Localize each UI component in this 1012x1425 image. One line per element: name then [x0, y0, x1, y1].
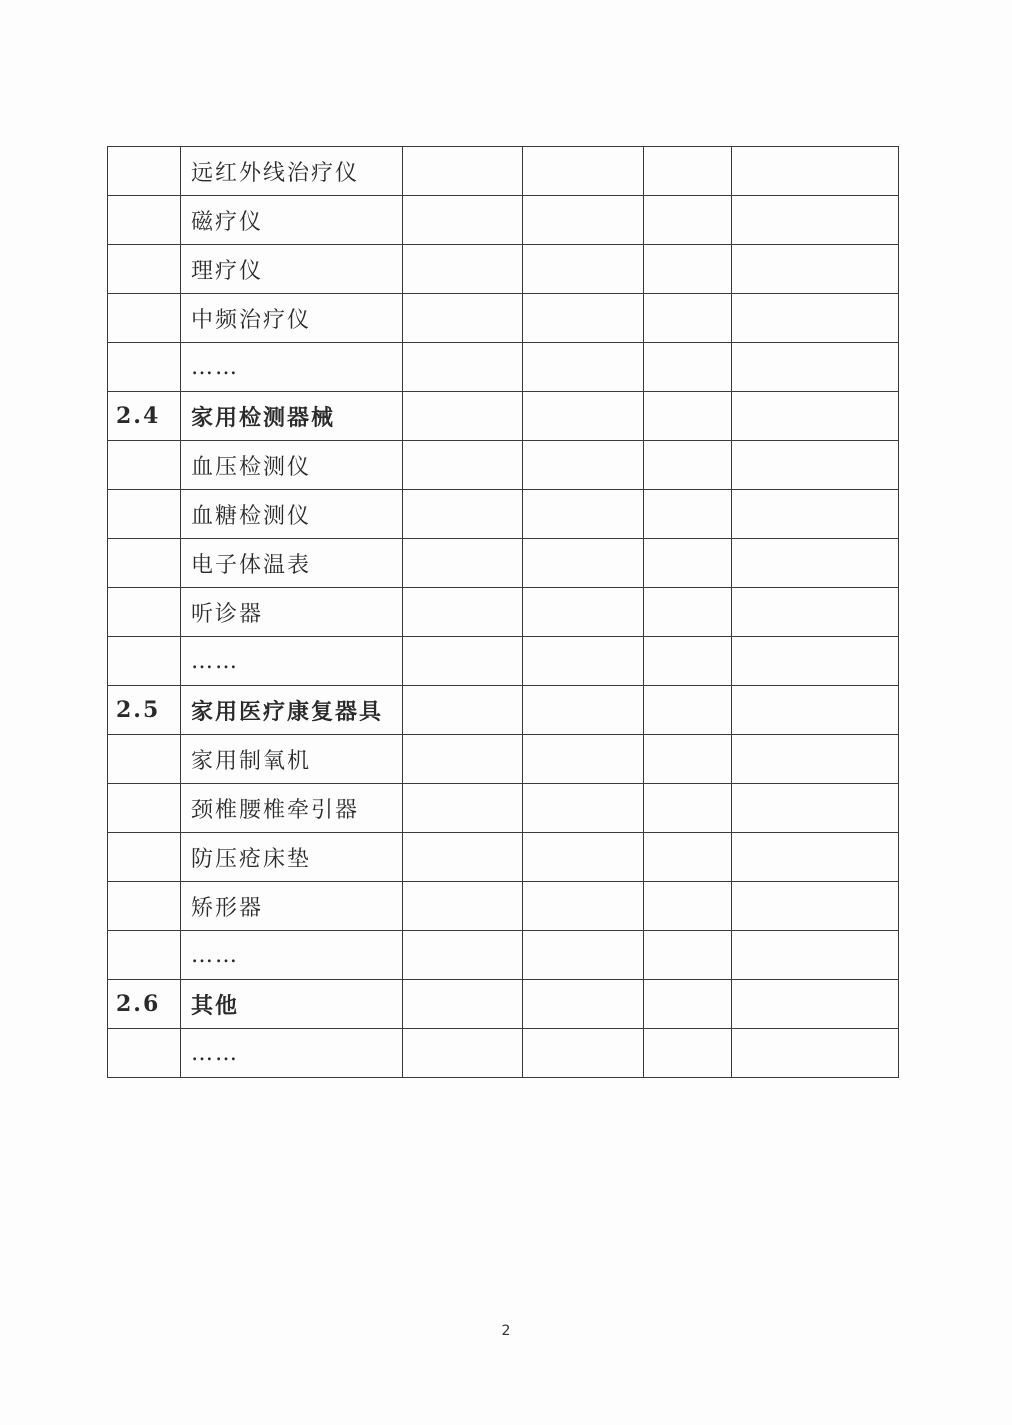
empty-cell — [732, 588, 899, 637]
item-name-cell: 磁疗仪 — [181, 196, 403, 245]
empty-cell — [403, 343, 523, 392]
section-row — [108, 980, 899, 1029]
empty-cell — [523, 686, 644, 735]
table-row — [108, 784, 899, 833]
empty-cell — [644, 931, 732, 980]
table-body — [108, 147, 899, 1078]
empty-cell — [732, 637, 899, 686]
empty-cell — [403, 931, 523, 980]
item-number-cell — [108, 784, 181, 833]
table-row — [108, 147, 899, 196]
empty-cell — [732, 980, 899, 1029]
empty-cell — [732, 196, 899, 245]
item-name-cell: 颈椎腰椎牵引器 — [181, 784, 403, 833]
empty-cell — [523, 539, 644, 588]
empty-cell — [403, 294, 523, 343]
item-name-cell: 中频治疗仪 — [181, 294, 403, 343]
empty-cell — [732, 539, 899, 588]
empty-cell — [732, 833, 899, 882]
empty-cell — [403, 196, 523, 245]
item-name-cell: 矫形器 — [181, 882, 403, 931]
item-name-cell: 血压检测仪 — [181, 441, 403, 490]
empty-cell — [732, 343, 899, 392]
empty-cell — [523, 1029, 644, 1078]
item-number-cell: 2.6 — [108, 980, 181, 1029]
table-row — [108, 735, 899, 784]
empty-cell — [644, 637, 732, 686]
empty-cell — [403, 539, 523, 588]
empty-cell — [644, 833, 732, 882]
item-number-cell — [108, 931, 181, 980]
item-number-cell — [108, 441, 181, 490]
empty-cell — [732, 882, 899, 931]
empty-cell — [644, 392, 732, 441]
empty-cell — [732, 1029, 899, 1078]
empty-cell — [403, 392, 523, 441]
empty-cell — [403, 637, 523, 686]
section-title-cell: 家用医疗康复器具 — [181, 686, 403, 735]
table-row — [108, 931, 899, 980]
empty-cell — [403, 490, 523, 539]
empty-cell — [523, 784, 644, 833]
section-row — [108, 392, 899, 441]
item-table — [107, 146, 899, 1078]
empty-cell — [644, 343, 732, 392]
table-row — [108, 1029, 899, 1078]
item-number-cell — [108, 294, 181, 343]
empty-cell — [732, 931, 899, 980]
table-row — [108, 343, 899, 392]
empty-cell — [523, 441, 644, 490]
empty-cell — [403, 686, 523, 735]
table-row — [108, 539, 899, 588]
empty-cell — [523, 882, 644, 931]
empty-cell — [403, 980, 523, 1029]
empty-cell — [732, 686, 899, 735]
item-number-cell — [108, 1029, 181, 1078]
section-title-cell: 其他 — [181, 980, 403, 1029]
empty-cell — [732, 735, 899, 784]
empty-cell — [644, 147, 732, 196]
empty-cell — [523, 196, 644, 245]
item-number-cell — [108, 833, 181, 882]
section-title-cell: 家用检测器械 — [181, 392, 403, 441]
item-name-cell: 听诊器 — [181, 588, 403, 637]
empty-cell — [523, 931, 644, 980]
item-name-cell: 血糖检测仪 — [181, 490, 403, 539]
empty-cell — [523, 245, 644, 294]
empty-cell — [403, 882, 523, 931]
empty-cell — [523, 735, 644, 784]
table-row — [108, 245, 899, 294]
item-name-cell: …… — [181, 637, 403, 686]
empty-cell — [523, 294, 644, 343]
empty-cell — [523, 637, 644, 686]
empty-cell — [644, 1029, 732, 1078]
empty-cell — [732, 490, 899, 539]
table-row — [108, 637, 899, 686]
empty-cell — [403, 1029, 523, 1078]
item-number-cell — [108, 343, 181, 392]
empty-cell — [732, 392, 899, 441]
item-number-cell — [108, 637, 181, 686]
empty-cell — [523, 490, 644, 539]
item-number-cell — [108, 147, 181, 196]
table-row — [108, 490, 899, 539]
item-number-cell — [108, 490, 181, 539]
empty-cell — [644, 196, 732, 245]
item-number-cell — [108, 588, 181, 637]
empty-cell — [732, 784, 899, 833]
empty-cell — [644, 588, 732, 637]
empty-cell — [403, 245, 523, 294]
table-row — [108, 882, 899, 931]
item-name-cell: 理疗仪 — [181, 245, 403, 294]
empty-cell — [644, 882, 732, 931]
item-number-cell: 2.4 — [108, 392, 181, 441]
item-name-cell: 电子体温表 — [181, 539, 403, 588]
empty-cell — [523, 833, 644, 882]
item-name-cell: 家用制氧机 — [181, 735, 403, 784]
item-number-cell — [108, 196, 181, 245]
table-row — [108, 441, 899, 490]
page-number: 2 — [501, 1323, 511, 1339]
empty-cell — [644, 686, 732, 735]
empty-cell — [403, 147, 523, 196]
item-number-cell — [108, 882, 181, 931]
empty-cell — [732, 441, 899, 490]
empty-cell — [732, 147, 899, 196]
empty-cell — [403, 784, 523, 833]
empty-cell — [732, 245, 899, 294]
table-row — [108, 196, 899, 245]
empty-cell — [644, 294, 732, 343]
item-name-cell: …… — [181, 343, 403, 392]
empty-cell — [523, 980, 644, 1029]
item-name-cell: …… — [181, 931, 403, 980]
item-number-cell — [108, 735, 181, 784]
empty-cell — [403, 441, 523, 490]
empty-cell — [523, 147, 644, 196]
empty-cell — [644, 441, 732, 490]
item-name-cell: 防压疮床垫 — [181, 833, 403, 882]
table-row — [108, 588, 899, 637]
empty-cell — [403, 833, 523, 882]
empty-cell — [523, 392, 644, 441]
empty-cell — [523, 343, 644, 392]
item-number-cell — [108, 245, 181, 294]
item-name-cell: …… — [181, 1029, 403, 1078]
empty-cell — [644, 490, 732, 539]
item-number-cell — [108, 539, 181, 588]
empty-cell — [523, 588, 644, 637]
empty-cell — [403, 588, 523, 637]
empty-cell — [644, 735, 732, 784]
empty-cell — [403, 735, 523, 784]
item-name-cell: 远红外线治疗仪 — [181, 147, 403, 196]
empty-cell — [644, 980, 732, 1029]
empty-cell — [644, 539, 732, 588]
empty-cell — [732, 294, 899, 343]
empty-cell — [644, 245, 732, 294]
item-number-cell: 2.5 — [108, 686, 181, 735]
table-row — [108, 833, 899, 882]
empty-cell — [644, 784, 732, 833]
section-row — [108, 686, 899, 735]
table-row — [108, 294, 899, 343]
